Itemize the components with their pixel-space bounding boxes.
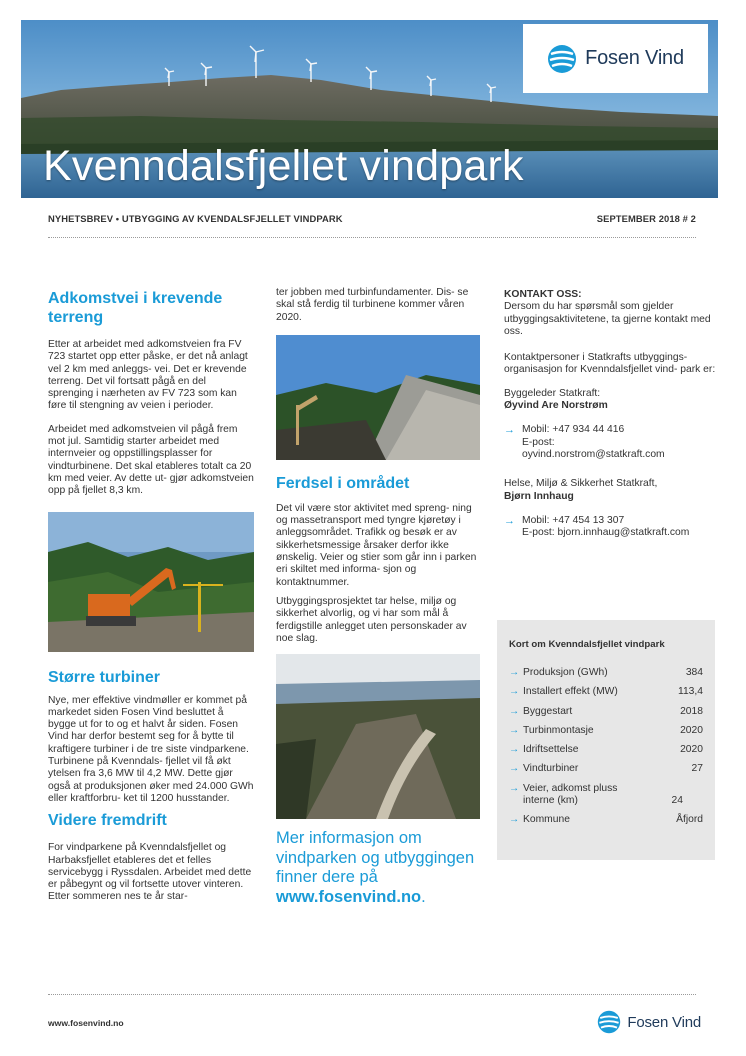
- fact-label: Installert effekt (MW): [523, 686, 618, 698]
- paragraph: Arbeidet med adkomstveien vil pågå frem mot jul. Samtidig starter arbeidet med internveier og oppstillingsplasser for vindturbinene. Det skal etableres totalt ca 20 km med veier. Av dette ut- gjør adkomstveien opp på fjellet 8,3 km.: [48, 423, 254, 497]
- arrow-right-icon: →: [504, 514, 515, 527]
- contact-section: [504, 289, 718, 539]
- fact-value: 2018: [680, 705, 703, 717]
- contact-person-2-name: Bjørn Innhaug: [504, 490, 574, 502]
- fact-value: 2020: [680, 744, 703, 756]
- contact-person-1-details: [504, 424, 718, 461]
- paragraph: Etter at arbeidet med adkomstveien fra FV 723 startet opp etter påske, er det nå anlagt vel 2 km med anleggs- vei. Det er krevende terreng. Det vil fortsatt pågå en del sprenging i nærheten av FV 723 som kan føre til stengning av veien i perioder.: [48, 339, 248, 412]
- more-info-prefix: Mer informasjon om vindparken og utbyggingen finner dere på: [276, 829, 475, 887]
- fact-row: [509, 814, 703, 826]
- heading-adkomstvei: Adkomstvei i krevende terreng: [48, 290, 223, 326]
- fact-value: 2020: [680, 724, 703, 736]
- fact-row: [509, 706, 703, 718]
- fact-row: [509, 763, 703, 775]
- column-2: [276, 289, 484, 907]
- arrow-right-icon: →: [509, 705, 520, 717]
- contact-person-2-email[interactable]: E-post: bjorn.innhaug@statkraft.com: [522, 527, 690, 539]
- fact-value: 113,4: [677, 686, 703, 698]
- fact-row: [509, 725, 703, 737]
- contact-person-2-mobile[interactable]: Mobil: +47 454 13 307: [522, 514, 625, 526]
- contact-person-1-mobile[interactable]: Mobil: +47 934 44 416: [522, 424, 625, 436]
- contact-intro: Dersom du har spørsmål som gjelder utbyggingsaktivitetene, ta gjerne kontakt med oss.: [504, 301, 711, 337]
- heading-videre-fremdrift: Videre fremdrift: [48, 812, 167, 830]
- fact-box-title: Kort om Kvenndalsfjellet vindpark: [509, 639, 665, 650]
- fact-label: Byggestart: [523, 705, 573, 717]
- newsletter-subheader: [48, 213, 696, 224]
- more-info-text: [276, 829, 484, 907]
- footer-logo-text: Fosen Vind: [627, 1013, 701, 1031]
- construction-site-photo: [276, 335, 480, 460]
- column-1: [48, 289, 254, 915]
- fact-row: [509, 686, 703, 698]
- arrow-right-icon: →: [509, 686, 520, 698]
- fosen-vind-logo: [523, 24, 708, 93]
- fact-value: 24: [671, 795, 683, 807]
- footer-logo: [597, 1010, 701, 1034]
- divider-top: [48, 237, 696, 238]
- arrow-right-icon: →: [509, 782, 520, 794]
- contact-heading: KONTAKT OSS:: [504, 289, 582, 300]
- paragraph: ter jobben med turbinfundamenter. Dis- se skal stå ferdig til turbinene kommer våren 2020.: [276, 287, 469, 323]
- fact-row: [509, 744, 703, 756]
- website-link[interactable]: www.fosenvind.no: [276, 887, 422, 906]
- fact-label: Turbinmontasje: [523, 724, 594, 736]
- fact-value: 27: [691, 763, 703, 775]
- contact-person-1-email[interactable]: oyvind.norstrom@statkraft.com: [522, 448, 665, 460]
- arrow-right-icon: →: [509, 724, 520, 736]
- fact-row: [509, 667, 703, 679]
- fact-value: Åfjord: [676, 814, 703, 826]
- paragraph: Det vil være stor aktivitet med spreng- ning og massetransport med tyngre kjøretøy i anleggsområdet. Trafikk og besøk er av sikkerhetsmessige årsaker derfor ikke ønskelig. Veier og stier som går inn i parken eri skiltet med informa- sjon og kontaktnummer.: [276, 502, 477, 588]
- arrow-right-icon: →: [509, 763, 520, 775]
- excavator-photo: [48, 512, 254, 652]
- fact-box: [497, 620, 715, 860]
- heading-storre-turbiner: Større turbiner: [48, 668, 161, 686]
- contact-person-1-role: Byggeleder Statkraft:: [504, 387, 601, 399]
- arrow-right-icon: →: [509, 814, 520, 826]
- contact-person-1-name: Øyvind Are Norstrøm: [504, 400, 608, 412]
- newsletter-label: NYHETSBREV • UTBYGGING AV KVENDALSFJELLET VINDPARK: [48, 213, 343, 224]
- fact-row: [509, 783, 703, 808]
- fact-label: Vindturbiner: [523, 763, 579, 775]
- heading-ferdsel: Ferdsel i området: [276, 474, 410, 492]
- paragraph: Utbyggingsprosjektet tar helse, miljø og sikkerhet alvorlig, og vi har som mål å ferdigstille anlegget uten personskader av noe slag.: [276, 595, 467, 644]
- arrow-right-icon: →: [509, 667, 520, 678]
- fact-value: 384: [685, 667, 703, 678]
- fact-label: Kommune: [523, 814, 570, 826]
- fosen-vind-logo-icon: [597, 1010, 621, 1034]
- more-info-suffix: .: [421, 887, 426, 906]
- issue-date: SEPTEMBER 2018 # 2: [596, 213, 696, 224]
- logo-text: Fosen Vind: [585, 47, 684, 69]
- header-banner: [21, 20, 718, 198]
- arrow-right-icon: →: [509, 744, 520, 756]
- arrow-right-icon: →: [504, 424, 515, 437]
- footer-url[interactable]: www.fosenvind.no: [48, 1018, 124, 1028]
- contact-person-1-email-label: E-post:: [522, 436, 555, 448]
- contact-person-2-details: [504, 515, 718, 540]
- fact-label: Veier, adkomst pluss interne (km): [523, 782, 618, 807]
- paragraph: Nye, mer effektive vindmøller er kommet på markedet siden Fosen Vind besluttet å bygge ut for to og et halvt år siden. Fosen Vind har derfor bestemt seg for å bytte til kraftigere turbiner i de tre siste vindparkene. Turbinene på Kvenndals- fjellet vil få økt ytelsen fra 3,6 MW til 4,2 MW. Dette gjør også at produksjonen øker med 24.000 GWh eller kraftforbru- ket til 1200 husstander.: [48, 694, 254, 804]
- contact-persons-intro: Kontaktpersoner i Statkrafts utbyggings- organisasjon for Kvenndalsfjellet vind- park er:: [504, 352, 716, 376]
- aerial-road-photo: [276, 654, 480, 819]
- divider-bottom: [48, 994, 696, 995]
- paragraph: For vindparkene på Kvenndalsfjellet og Harbaksfjellet etableres det et felles servicebygg i Ryssdalen. Arbeidet med dette er påbegynt og vil fortsette utover vinteren. Etter sommeren nes te år star-: [48, 842, 252, 903]
- fact-label: Idriftsettelse: [523, 744, 579, 756]
- fosen-vind-logo-icon: [547, 44, 577, 74]
- page-title: Kvenndalsfjellet vindpark: [43, 142, 524, 190]
- fact-label: Produksjon (GWh): [523, 667, 608, 678]
- contact-person-2-role: Helse, Miljø & Sikkerhet Statkraft,: [504, 478, 658, 490]
